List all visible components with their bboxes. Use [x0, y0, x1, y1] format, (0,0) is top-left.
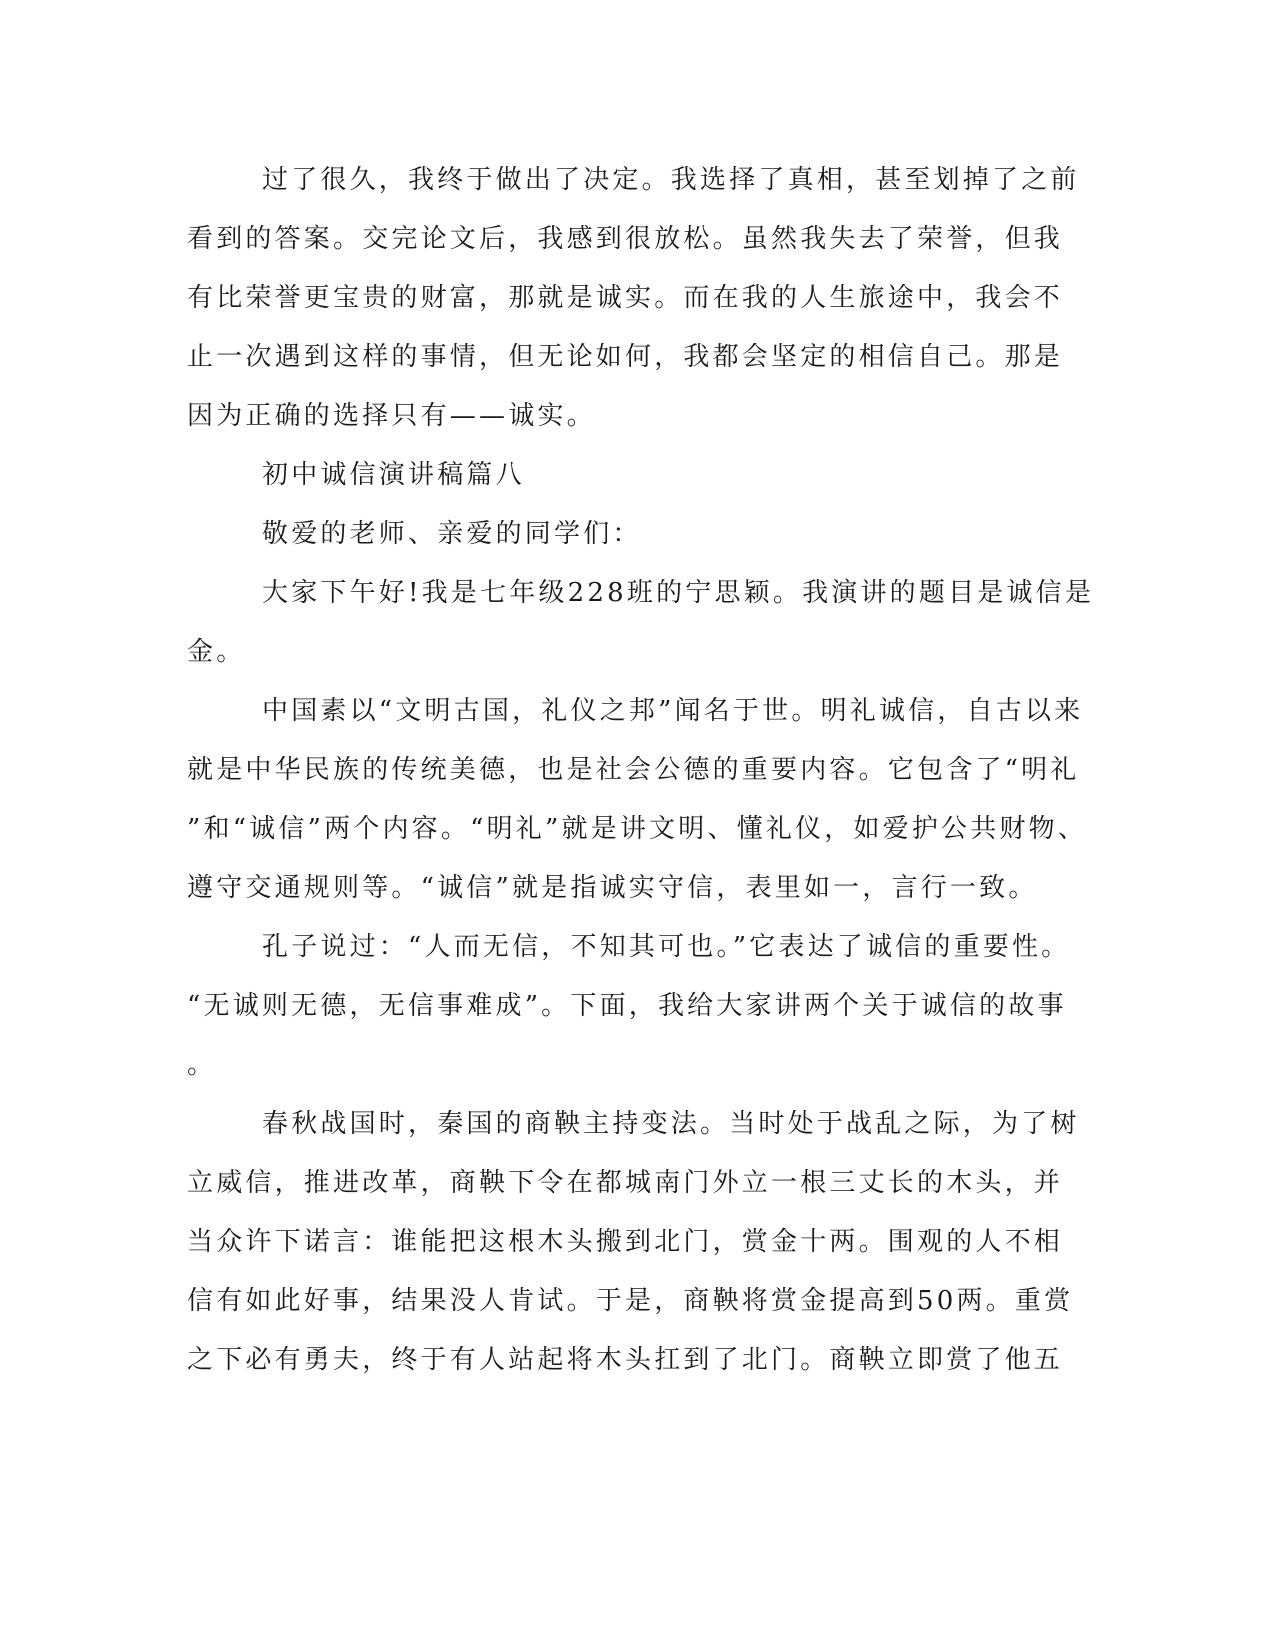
text-line: ”和“诚信”两个内容。“明礼”就是讲文明、懂礼仪，如爱护公共财物、 — [187, 814, 1088, 844]
section-heading: 初中诚信演讲稿篇八 — [262, 460, 525, 490]
text-line: 大家下午好!我是七年级228班的宁思颖。我演讲的题目是诚信是 — [262, 578, 1095, 608]
text-line: 当众许下诺言：谁能把这根木头搬到北门，赏金十两。围观的人不相 — [187, 1227, 1064, 1257]
text-line: 止一次遇到这样的事情，但无论如何，我都会坚定的相信自己。那是 — [187, 342, 1064, 372]
text-line: 遵守交通规则等。“诚信”就是指诚实守信，表里如一，言行一致。 — [187, 873, 1038, 903]
text-line: 中国素以“文明古国，礼仪之邦”闻名于世。明礼诚信，自古以来 — [262, 696, 1084, 726]
text-line: 信有如此好事，结果没人肯试。于是，商鞅将赏金提高到50两。重赏 — [187, 1286, 1074, 1316]
salutation: 敬爱的老师、亲爱的同学们： — [262, 519, 642, 549]
text-line: 看到的答案。交完论文后，我感到很放松。虽然我失去了荣誉，但我 — [187, 224, 1064, 254]
text-line: 有比荣誉更宝贵的财富，那就是诚实。而在我的人生旅途中，我会不 — [187, 283, 1064, 313]
text-line: 立威信，推进改革，商鞅下令在都城南门外立一根三丈长的木头，并 — [187, 1168, 1064, 1198]
text-line: 因为正确的选择只有——诚实。 — [187, 401, 596, 431]
text-line: 之下必有勇夫，终于有人站起将木头扛到了北门。商鞅立即赏了他五 — [187, 1345, 1064, 1375]
text-line: 过了很久，我终于做出了决定。我选择了真相，甚至划掉了之前 — [262, 165, 1080, 195]
text-line: “无诚则无德，无信事难成”。下面，我给大家讲两个关于诚信的故事 — [187, 991, 1067, 1021]
text-line: 。 — [187, 1050, 217, 1080]
text-line: 就是中华民族的传统美德，也是社会公德的重要内容。它包含了“明礼 — [187, 755, 1080, 785]
text-line: 春秋战国时，秦国的商鞅主持变法。当时处于战乱之际，为了树 — [262, 1109, 1080, 1139]
text-line: 金。 — [187, 637, 246, 667]
text-line: 孔子说过：“人而无信，不知其可也。”它表达了诚信的重要性。 — [262, 932, 1071, 962]
